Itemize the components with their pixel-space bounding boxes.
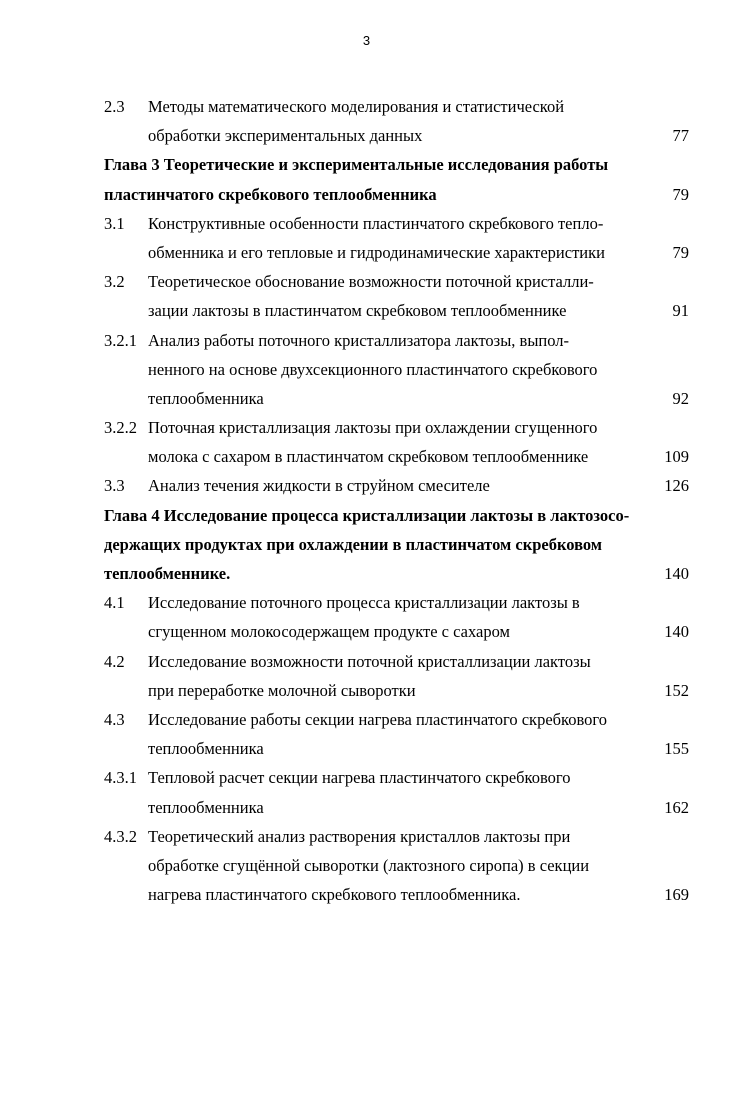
- toc-entry-line: [0, 238, 733, 267]
- toc-entry-line: [0, 763, 733, 792]
- toc-section-number: 3.2.1: [104, 330, 137, 350]
- toc-section-number: 2.3: [104, 97, 125, 116]
- toc-section-number: 3.3: [104, 476, 125, 496]
- toc-section-title: Методы математического моделирования и статистической: [148, 97, 565, 116]
- toc-page-number: 79: [672, 242, 689, 262]
- toc-chapter-title: теплообменнике.: [104, 564, 231, 583]
- toc-chapter-title: Глава 4 Исследование процесса кристаллизации лактозы в лактозосо-: [104, 505, 630, 525]
- toc-chapter-title: держащих продуктах при охлаждении в пластинчатом скребковом: [104, 534, 603, 554]
- toc-entry-line: [0, 296, 733, 325]
- toc-page-number: 155: [664, 739, 689, 759]
- toc-page-number: 92: [672, 388, 689, 408]
- toc-entry-line: [0, 734, 733, 763]
- toc-entry-line: [0, 880, 733, 909]
- toc-section-number: 4.3: [104, 709, 125, 729]
- toc-chapter-line: [0, 180, 733, 209]
- toc-page-number: 126: [664, 476, 689, 496]
- toc-entry-line: [0, 676, 733, 705]
- toc-entry-line: [0, 92, 733, 121]
- toc-section-number: 3.2: [104, 272, 125, 292]
- toc-section-title: зации лактозы в пластинчатом скребковом теплообменнике: [148, 301, 567, 321]
- toc-section-number: 3.1: [104, 213, 125, 233]
- toc-entry-line: [0, 442, 733, 471]
- toc-section-title: Тепловой расчет секции нагрева пластинчатого скребкового: [148, 768, 571, 788]
- toc-section-title: Анализ работы поточного кристаллизатора лактозы, выпол-: [148, 330, 570, 350]
- toc-section-number: 3.2.2: [104, 418, 137, 438]
- toc-entry-line: [0, 851, 733, 880]
- toc-chapter-title: пластинчатого скребкового теплообменника: [104, 184, 437, 204]
- toc-entry-line: [0, 617, 733, 646]
- toc-entry-line: [0, 355, 733, 384]
- toc-page-number: 79: [672, 184, 689, 204]
- table-of-contents: [0, 92, 733, 909]
- toc-section-number: 4.3.1: [104, 768, 137, 788]
- page-number: 3: [362, 33, 371, 48]
- toc-section-title: ненного на основе двухсекционного пластинчатого скребкового: [148, 359, 598, 379]
- toc-entry-line: [0, 471, 733, 500]
- toc-entry-line: [0, 822, 733, 851]
- toc-chapter-line: [0, 150, 733, 179]
- toc-section-title: Теоретическое обоснование возможности поточной кристалли-: [148, 272, 594, 292]
- toc-section-title: теплообменника: [148, 388, 264, 408]
- toc-section-number: 4.3.2: [104, 826, 137, 846]
- toc-entry-line: [0, 209, 733, 238]
- toc-page-number: 77: [672, 126, 689, 146]
- toc-section-title: обменника и его тепловые и гидродинамические характеристики: [148, 242, 605, 262]
- toc-section-number: 4.2: [104, 651, 125, 671]
- toc-section-title: Поточная кристаллизация лактозы при охлаждении сгущенного: [148, 418, 598, 438]
- toc-page-number: 140: [664, 622, 689, 642]
- toc-entry-line: [0, 588, 733, 617]
- toc-page-number: 140: [664, 564, 689, 583]
- toc-page-number: 109: [664, 447, 689, 467]
- toc-entry-line: [0, 326, 733, 355]
- toc-page-number: 169: [664, 885, 689, 905]
- toc-page-number: 91: [672, 301, 689, 321]
- toc-section-title: нагрева пластинчатого скребкового теплообменника.: [148, 885, 521, 905]
- toc-chapter-line: [0, 501, 733, 530]
- toc-section-title: сгущенном молокосодержащем продукте с сахаром: [148, 622, 510, 642]
- toc-chapter-line: [0, 559, 733, 588]
- toc-entry-line: [0, 647, 733, 676]
- toc-section-title: теплообменника: [148, 797, 264, 817]
- toc-section-title: обработки экспериментальных данных: [148, 126, 423, 146]
- toc-page-number: 162: [664, 797, 689, 817]
- toc-section-title: молока с сахаром в пластинчатом скребковом теплообменнике: [148, 447, 589, 467]
- toc-section-title: Анализ течения жидкости в струйном смесителе: [148, 476, 490, 496]
- toc-section-title: Исследование работы секции нагрева пластинчатого скребкового: [148, 709, 607, 729]
- toc-section-title: Исследование возможности поточной кристаллизации лактозы: [148, 651, 591, 671]
- toc-section-number: 4.1: [104, 593, 125, 613]
- toc-section-title: обработке сгущённой сыворотки (лактозного сиропа) в секции: [148, 855, 590, 875]
- toc-section-title: Теоретический анализ растворения кристаллов лактозы при: [148, 826, 571, 846]
- toc-section-title: теплообменника: [148, 739, 264, 759]
- toc-entry-line: [0, 121, 733, 150]
- toc-page-number: 152: [664, 680, 689, 700]
- toc-entry-line: [0, 267, 733, 296]
- toc-section-title: при переработке молочной сыворотки: [148, 680, 416, 700]
- toc-entry-line: [0, 705, 733, 734]
- toc-section-title: Конструктивные особенности пластинчатого скребкового тепло-: [148, 213, 604, 233]
- toc-section-title: Исследование поточного процесса кристаллизации лактозы в: [148, 593, 580, 613]
- toc-entry-line: [0, 793, 733, 822]
- toc-chapter-title: Глава 3 Теоретические и экспериментальные исследования работы: [104, 155, 609, 175]
- toc-entry-line: [0, 384, 733, 413]
- toc-chapter-line: [0, 530, 733, 559]
- toc-entry-line: [0, 413, 733, 442]
